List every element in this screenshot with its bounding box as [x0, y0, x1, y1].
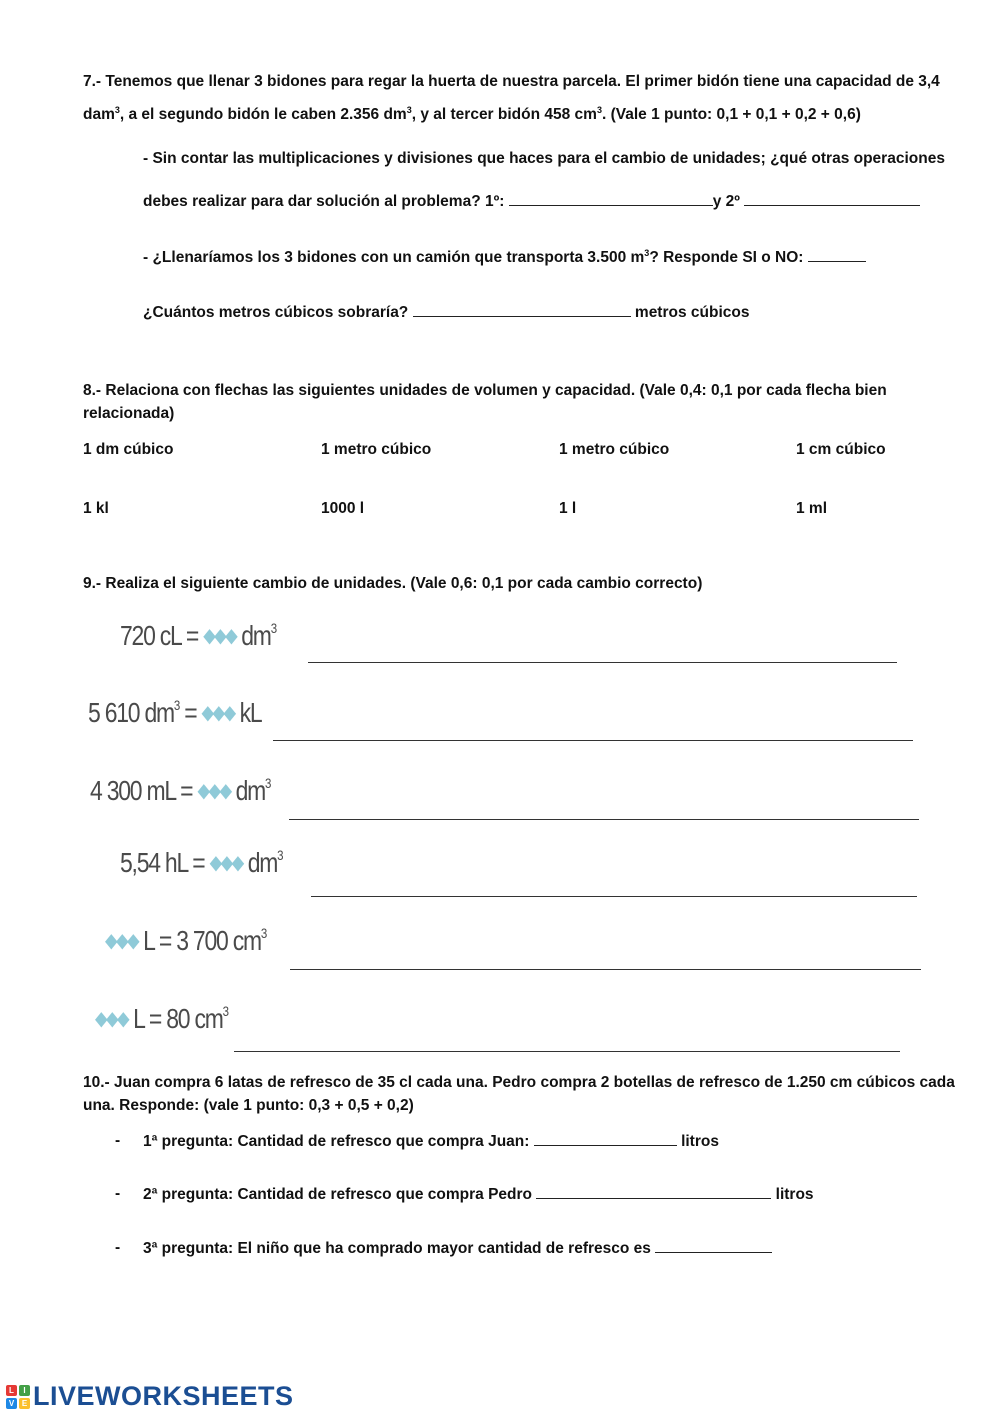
- conversion-554hl: 5,54 hL = ◆◆◆ $dm^3$: [120, 847, 283, 878]
- q10-p1: 1ª pregunta: Cantidad de refresco que compra Juan: litros: [143, 1133, 719, 1150]
- q8-top-item[interactable]: 1 dm cúbico: [83, 441, 174, 458]
- blank-placeholder: ◆◆◆: [95, 1008, 128, 1030]
- answer-line-1[interactable]: [308, 662, 897, 663]
- conversion-80cm3: ◆◆◆ L = 80 $cm^3$: [95, 1003, 228, 1034]
- q8-title-line1: 8.- Relaciona con flechas las siguientes unidades de volumen y capacidad. (Vale 0,4: 0,1 por cada flecha bien: [83, 382, 887, 399]
- q10-p2: 2ª pregunta: Cantidad de refresco que compra Pedro litros: [143, 1186, 814, 1203]
- q7-title-line2: dam$^3$, a el segundo bidón le caben 2.356 $dm^3$, y al tercer bidón 458 $cm^3$. (Vale 1 punto: 0,1 + 0,1 + 0,2 + 0,6): [83, 105, 861, 123]
- conversion-4300ml: 4 300 mL = ◆◆◆ $dm^3$: [90, 775, 271, 806]
- q7-sub2: - ¿Llenaríamos los 3 bidones con un camión que transporta 3.500 $m^3$? Responde SI o NO:: [143, 246, 866, 269]
- q10-answer-nino[interactable]: [655, 1238, 772, 1253]
- bullet-dash: -: [115, 1185, 121, 1202]
- conversion-5610dm3: 5 610 $dm^3$ = ◆◆◆ kL: [88, 697, 262, 728]
- bullet-dash: -: [115, 1132, 121, 1149]
- answer-line-3[interactable]: [289, 819, 919, 820]
- q7-answer-op2[interactable]: [744, 191, 920, 206]
- blank-placeholder: ◆◆◆: [201, 702, 235, 724]
- q8-bottom-item[interactable]: 1 kl: [83, 500, 109, 517]
- blank-placeholder: ◆◆◆: [105, 930, 138, 952]
- q7-answer-sino[interactable]: [808, 247, 866, 262]
- q7-title-line1: 7.- Tenemos que llenar 3 bidones para regar la huerta de nuestra parcela. El primer bidón tiene una capacidad de 3,4: [83, 73, 940, 90]
- bullet-dash: -: [115, 1239, 121, 1256]
- liveworksheets-logo[interactable]: [6, 1381, 294, 1412]
- answer-line-6[interactable]: [234, 1051, 900, 1052]
- q8-bottom-item[interactable]: 1000 l: [321, 500, 365, 517]
- answer-line-5[interactable]: [290, 969, 921, 970]
- answer-line-4[interactable]: [311, 896, 917, 897]
- q8-top-item[interactable]: 1 metro cúbico: [321, 441, 432, 458]
- q7-answer-op1[interactable]: [509, 191, 713, 206]
- q10-answer-pedro[interactable]: [536, 1184, 771, 1199]
- q8-title-line2: relacionada): [83, 405, 175, 422]
- q7-answer-sobra[interactable]: [413, 302, 631, 317]
- q8-bottom-item[interactable]: 1 l: [559, 500, 577, 517]
- blank-placeholder: ◆◆◆: [203, 625, 237, 647]
- answer-line-2[interactable]: [273, 740, 913, 741]
- q10-title-line1: 10.- Juan compra 6 latas de refresco de 35 cl cada una. Pedro compra 2 botellas de refresco de 1.250 cm cúbicos cada: [83, 1074, 955, 1091]
- q7-sub1-line1: - Sin contar las multiplicaciones y divisiones que haces para el cambio de unidades; ¿qué otras operaciones: [143, 150, 945, 167]
- q10-p3: 3ª pregunta: El niño que ha comprado mayor cantidad de refresco es: [143, 1237, 772, 1260]
- blank-placeholder: ◆◆◆: [209, 852, 243, 874]
- q8-bottom-item[interactable]: 1 ml: [796, 500, 828, 517]
- conversion-720cl: 720 cL = ◆◆◆ $dm^3$: [120, 620, 276, 651]
- q10-answer-juan[interactable]: [534, 1131, 677, 1146]
- q7-sub1-line2: debes realizar para dar solución al problema? 1º: y 2º: [143, 190, 920, 213]
- q8-top-item[interactable]: 1 metro cúbico: [559, 441, 670, 458]
- logo-text: LIVEWORKSHEETS: [33, 1381, 294, 1411]
- logo-tiles-icon: L I V E: [6, 1385, 30, 1409]
- q8-top-item[interactable]: 1 cm cúbico: [796, 441, 886, 458]
- q10-title-line2: una. Responde: (vale 1 punto: 0,3 + 0,5 + 0,2): [83, 1097, 414, 1114]
- q9-title: 9.- Realiza el siguiente cambio de unidades. (Vale 0,6: 0,1 por cada cambio correcto): [83, 575, 703, 592]
- q7-sub3: ¿Cuántos metros cúbicos sobraría? metros cúbicos: [143, 304, 750, 321]
- blank-placeholder: ◆◆◆: [197, 780, 231, 802]
- conversion-3700cm3: ◆◆◆ L = 3 700 $cm^3$: [105, 925, 267, 956]
